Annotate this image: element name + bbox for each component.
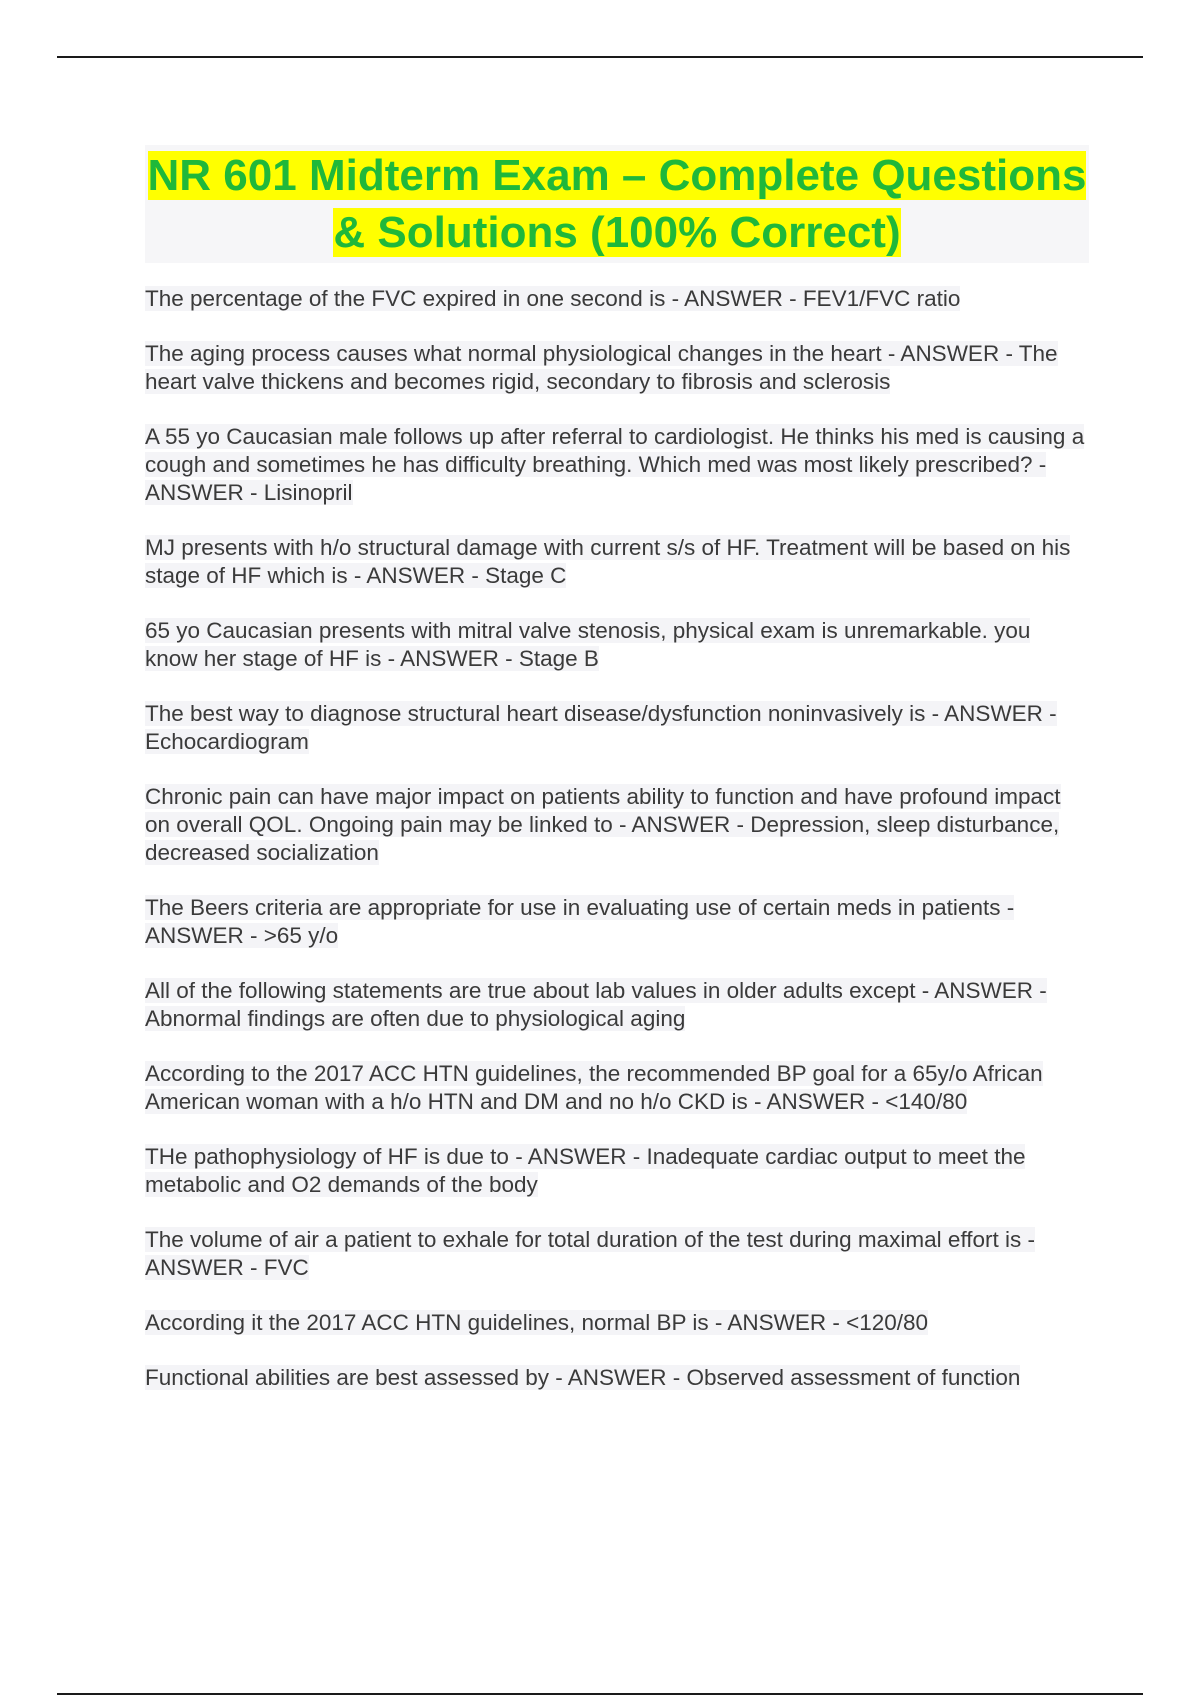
qa-text: The best way to diagnose structural heart disease/dysfunction noninvasively is - ANSWER - Echocardiogram <box>145 701 1057 754</box>
qa-text: A 55 yo Caucasian male follows up after referral to cardiologist. He thinks his med is causing a cough and sometimes he has difficulty breathing. Which med was most likely prescribed? - ANSWER - Lisinopril <box>145 424 1085 505</box>
qa-item <box>145 894 1089 950</box>
qa-text: The Beers criteria are appropriate for use in evaluating use of certain meds in patients - ANSWER - >65 y/o <box>145 895 1015 948</box>
qa-item <box>145 1309 1089 1337</box>
document-title: NR 601 Midterm Exam – Complete Questions & Solutions (100% Correct) <box>147 151 1087 257</box>
qa-text: According to the 2017 ACC HTN guidelines, the recommended BP goal for a 65y/o African American woman with a h/o HTN and DM and no h/o CKD is - ANSWER - <140/80 <box>145 1061 1043 1114</box>
qa-text: Functional abilities are best assessed by - ANSWER - Observed assessment of function <box>145 1365 1021 1390</box>
qa-item <box>145 285 1089 313</box>
qa-item <box>145 1143 1089 1199</box>
qa-list <box>145 285 1089 1392</box>
qa-text: THe pathophysiology of HF is due to - ANSWER - Inadequate cardiac output to meet the metabolic and O2 demands of the body <box>145 1144 1026 1197</box>
qa-text: The volume of air a patient to exhale for total duration of the test during maximal effort is - ANSWER - FVC <box>145 1227 1036 1280</box>
qa-item <box>145 534 1089 590</box>
qa-item <box>145 1364 1089 1392</box>
qa-item <box>145 1226 1089 1282</box>
bottom-rule <box>57 1693 1143 1695</box>
qa-item <box>145 1060 1089 1116</box>
qa-text: The aging process causes what normal physiological changes in the heart - ANSWER - The heart valve thickens and becomes rigid, secondary to fibrosis and sclerosis <box>145 341 1058 394</box>
qa-item <box>145 700 1089 756</box>
qa-item <box>145 783 1089 867</box>
qa-text: 65 yo Caucasian presents with mitral valve stenosis, physical exam is unremarkable. you know her stage of HF is - ANSWER - Stage B <box>145 618 1031 671</box>
qa-text: Chronic pain can have major impact on patients ability to function and have profound impact on overall QOL. Ongoing pain may be linked to - ANSWER - Depression, sleep disturbance, decreased socialization <box>145 784 1061 865</box>
qa-item <box>145 977 1089 1033</box>
qa-item <box>145 423 1089 507</box>
top-rule <box>57 56 1143 58</box>
title-block <box>145 145 1089 263</box>
qa-text: According it the 2017 ACC HTN guidelines, normal BP is - ANSWER - <120/80 <box>145 1310 929 1335</box>
qa-item <box>145 340 1089 396</box>
document-body <box>145 145 1089 1419</box>
qa-text: MJ presents with h/o structural damage with current s/s of HF. Treatment will be based on his stage of HF which is - ANSWER - Stage C <box>145 535 1071 588</box>
qa-text: The percentage of the FVC expired in one second is - ANSWER - FEV1/FVC ratio <box>145 286 961 311</box>
qa-item <box>145 617 1089 673</box>
qa-text: All of the following statements are true about lab values in older adults except - ANSWER - Abnormal findings are often due to physiological aging <box>145 978 1047 1031</box>
